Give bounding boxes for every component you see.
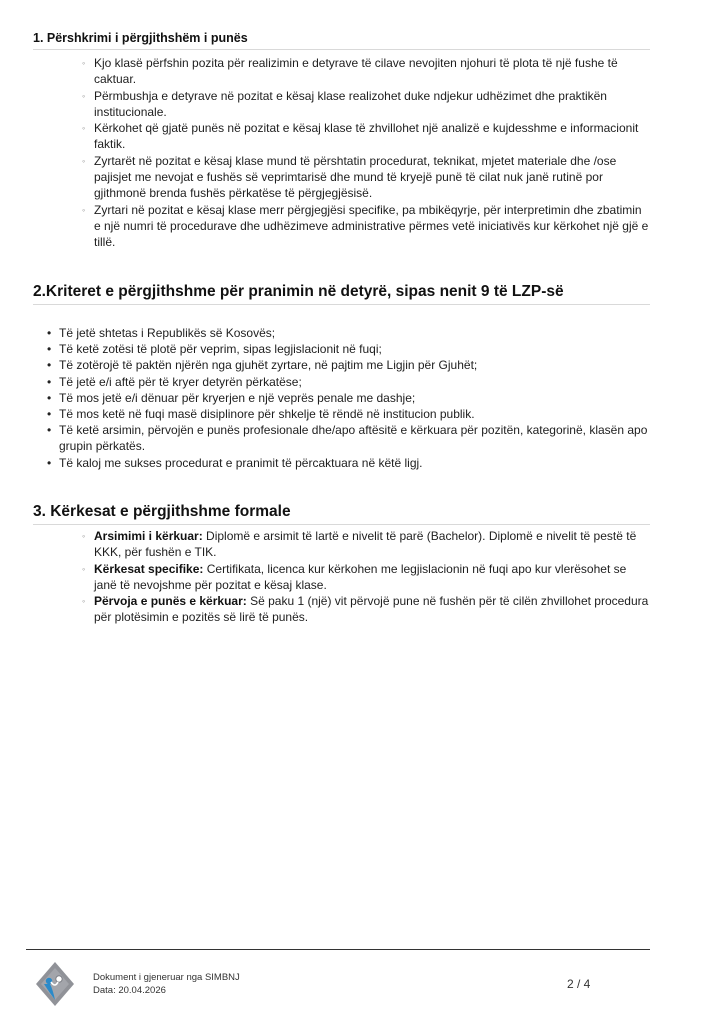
simbnj-logo-icon <box>36 962 74 1006</box>
bullet-list <box>33 55 650 251</box>
bullet-icon: • <box>47 358 52 373</box>
section-formal-requirements <box>33 502 650 626</box>
bullet-icon: ◦ <box>82 596 86 607</box>
bullet-icon: ◦ <box>82 90 86 101</box>
item-text: Certifikata, licenca kur kërkohen me legjislacionin në fuqi apo kur vlerësohet se janë të nevojshme për pozitat e kësaj klase. <box>94 561 627 592</box>
bullet-icon: • <box>47 407 52 422</box>
item-label: Arsimimi i kërkuar: <box>94 529 203 543</box>
bullet-list <box>33 325 650 471</box>
item-text: Së paku 1 (një) vit përvojë pune në fushën për të cilën zhvillohet procedura për plotësimin e pozitës së lirë të punës. <box>94 594 649 625</box>
list-item: • Të jetë e/i aftë për të kryer detyrën përkatëse; <box>47 374 302 389</box>
item-label: Përvoja e punës e kërkuar: <box>94 594 247 609</box>
bullet-list <box>33 528 650 626</box>
bullet-icon: • <box>47 326 52 340</box>
bullet-icon: ◦ <box>82 531 86 541</box>
list-item: • Të mos ketë në fuqi masë disiplinore për shkelje të rëndë në institucion publik. <box>47 407 475 422</box>
item-label: Kërkesat specifike: <box>94 561 204 576</box>
generation-date: Data: 20.04.2026 <box>93 984 166 996</box>
section-job-description <box>33 30 650 251</box>
list-item: ◦ Kërkohet që gjatë punës në pozitat e kësaj klase të zhvillohet një analizë e kujdesshme e informacionit faktik. <box>82 121 639 152</box>
list-item: ◦ Zyrtarët në pozitat e kësaj klase mund të përshtatin procedurat, teknikat, mjetet materiale dhe /ose pajisjet me nevojat e fushës së veprimtarisë dhe mund të kryejë punë të cilat nuk janë rutinë por gjithmonë brenda fushës përkatëse të përgjegjësisë. <box>82 153 617 201</box>
list-item: • Të ketë zotësi të plotë për veprim, sipas legjislacionit në fuqi; <box>47 342 382 357</box>
list-item: • Të kaloj me sukses procedurat e pranimit të përcaktuara në këtë ligj. <box>47 455 423 470</box>
item-text: Diplomë e arsimit të lartë e nivelit të parë (Bachelor). Diplomë e nivelit të pestë të KKK, për fushën e TIK. <box>94 529 637 560</box>
section-title: 1. Përshkrimi i përgjithshëm i punës <box>33 30 650 50</box>
list-item: • Të ketë arsimin, përvojën e punës profesionale dhe/apo aftësitë e kërkuara për pozitën, kategorinë, klasën apo grupin përkatës. <box>47 423 648 454</box>
bullet-icon: ◦ <box>82 155 86 166</box>
bullet-icon: ◦ <box>82 204 86 215</box>
bullet-icon: • <box>47 390 52 405</box>
list-item: • Të jetë shtetas i Republikës së Kosovës; <box>47 326 276 340</box>
footer-info <box>93 972 240 997</box>
bullet-icon: ◦ <box>82 563 86 574</box>
section-title: 2.Kriteret e përgjithshme për pranimin në detyrë, sipas nenit 9 të LZP-së <box>33 282 650 305</box>
section-title: 3. Kërkesat e përgjithshme formale <box>33 502 650 525</box>
bullet-icon: ◦ <box>82 58 86 68</box>
list-item-work-experience <box>33 593 650 626</box>
footer-divider <box>26 949 650 950</box>
bullet-icon: ◦ <box>82 123 86 134</box>
list-item: ◦ Kjo klasë përfshin pozita për realizimin e detyrave të cilave nevojiten njohuri të plota të një fushe të caktuar. <box>82 56 618 87</box>
list-item-specific-requirements <box>33 561 650 594</box>
list-item: • Të zotërojë të paktën njërën nga gjuhët zyrtare, në pajtim me Ligjin për Gjuhët; <box>47 358 478 373</box>
bullet-icon: • <box>47 455 52 470</box>
list-item: ◦ Përmbushja e detyrave në pozitat e kësaj klase realizohet duke ndjekur udhëzimet dhe praktikën institucionale. <box>82 88 607 119</box>
generated-by-text: Dokument i gjeneruar nga SIMBNJ <box>93 972 240 983</box>
bullet-icon: • <box>47 423 52 438</box>
list-item-education <box>33 528 650 561</box>
page-number: 2 / 4 <box>567 977 591 991</box>
section-general-criteria <box>33 282 650 471</box>
list-item: ◦ Zyrtari në pozitat e kësaj klase merr përgjegjësi specifike, pa mbikëqyrje, për interpretimin dhe zbatimin e një numri të procedurave dhe udhëzimeve administrative përmes vetë iniciativës kur kërkohet një gjë e tillë. <box>82 202 649 250</box>
bullet-icon: • <box>47 342 52 357</box>
bullet-icon: • <box>47 374 52 389</box>
list-item: • Të mos jetë e/i dënuar për kryerjen e një veprës penale me dashje; <box>47 390 416 405</box>
